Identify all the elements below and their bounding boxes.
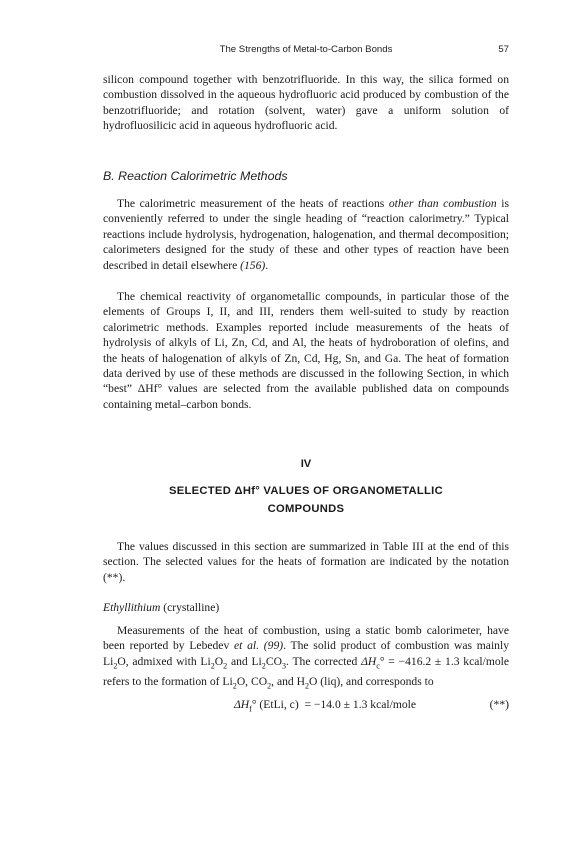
citation-156: (156) bbox=[240, 258, 266, 272]
page-number: 57 bbox=[498, 44, 509, 55]
section-iv-numeral: IV bbox=[300, 458, 312, 470]
equation-body: $\Delta H_f^\circ$ (EtLi, c) = −14.0 ± 1.3 kcal/mole bbox=[233, 698, 417, 714]
paragraph-silica-dissolution: silicon compound together with benzotrifluoride. In this way, the silica formed on combustion dissolved in the aqueous hydrofluoric acid produced by combustion of the benzotrifluoride; and rotation (solvent, water) gave a uniform solution of hydrofluosilicic acid in aqueous hydrofluoric acid. bbox=[103, 73, 509, 133]
paragraph-reaction-calorimetry: The calorimetric measurement of the heats of reactions other than combustion is conveniently referred to under the single heading of “reaction calorimetry.” Typical reactions include hydrolysis, hydrogenation, halogenation, and thermal decomposition; calorimeters designed for the study of these and other types of reaction have been described in detail elsewhere (156). bbox=[103, 197, 509, 272]
section-iv-heading bbox=[103, 482, 509, 518]
compound-heading bbox=[103, 600, 509, 615]
paragraph-ethyllithium-combustion: Measurements of the heat of combustion, using a static bomb calorimeter, have been reported by Lebedev et al. (99). The solid product of combustion was mainly $Li_2O$, admixed with $Li_2O_2$ and $Li_2CO_3$. The corrected $\Delta H_c^\circ = -416.2 \pm 1.3$ kcal/mole refers to the formation of $Li_2O$, $CO_2$, and $H_2O$ (liq), and corresponds to bbox=[103, 624, 509, 690]
paragraph-summary-table: The values discussed in this section are summarized in Table III at the end of this section. The selected values for the heats of formation are indicated by the notation (**). bbox=[103, 540, 509, 584]
compound-name: Ethyllithium bbox=[103, 601, 161, 614]
section-iv-heading-line1: SELECTED ΔHf° VALUES OF ORGANOMETALLIC bbox=[169, 485, 443, 497]
running-title: The Strengths of Metal-to-Carbon Bonds bbox=[219, 44, 393, 55]
section-b-heading: B. Reaction Calorimetric Methods bbox=[103, 169, 288, 183]
running-header bbox=[103, 44, 509, 58]
citation-99: (99) bbox=[263, 639, 284, 653]
selected-value-tag: (**) bbox=[489, 698, 509, 711]
compound-state: (crystalline) bbox=[160, 601, 220, 614]
section-iv-heading-line2: COMPOUNDS bbox=[267, 503, 345, 515]
paragraph-organometallic-reactivity: The chemical reactivity of organometallic compounds, in particular those of the elements of Groups I, II, and III, renders them well-suited to study by reaction calorimetric methods. Examples reported include measurements of the heats of hydrolysis of alkyls of Li, Zn, Cd, and Al, the heats of hydroboration of olefins, and the heats of halogenation of alkyls of Zn, Cd, Hg, Sn, and Ga. The heat of formation data derived by use of these methods are discussed in the following Section, in which “best” ΔHf° values are selected from the available published data on compounds containing metal–carbon bonds. bbox=[103, 290, 509, 411]
equation-ethyllithium-heat-of-formation bbox=[103, 698, 509, 714]
